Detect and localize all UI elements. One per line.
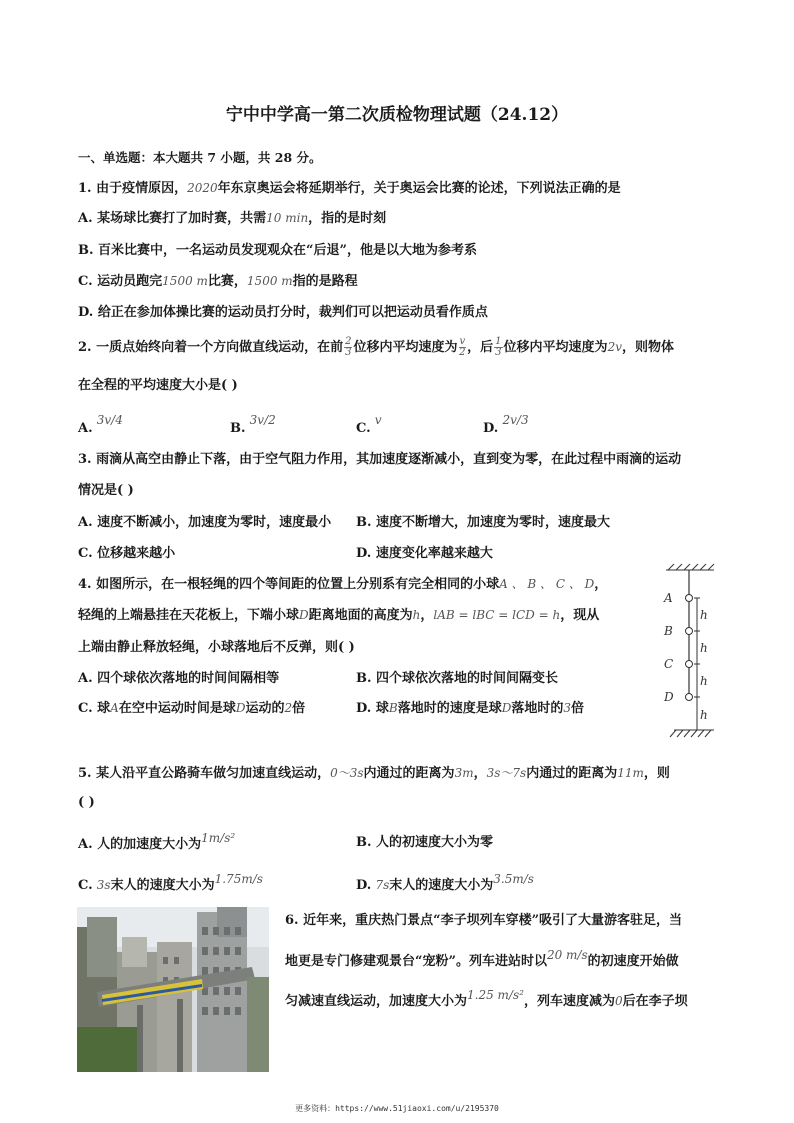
- dim-h-4: h: [700, 708, 708, 722]
- q3-stem: 3. 雨滴从高空由静止下落，由于空气阻力作用，其加速度逐渐减小，直到变为零，在此过程中雨滴的运动: [78, 452, 682, 467]
- q2-option-d: D. 2v/3: [483, 413, 529, 436]
- q3-option-d: D. 速度变化率越来越大: [356, 546, 493, 561]
- q4-option-b: B. 四个球依次落地的时间间隔变长: [356, 671, 559, 686]
- q1-option-d: D. 给正在参加体操比赛的运动员打分时，裁判们可以把运动员看作质点: [78, 305, 488, 320]
- dim-h-3: h: [700, 674, 708, 688]
- q3-option-a: A. 速度不断减小，加速度为零时，速度最小: [78, 515, 332, 530]
- q4-figure: [652, 562, 716, 740]
- q5-stem: 5. 某人沿平直公路骑车做匀加速直线运动，0～3s内通过的距离为3m，3s～7s内通过的距离为11m，则: [78, 766, 670, 781]
- ball-a: [686, 595, 693, 602]
- q2-option-c: C. v: [356, 413, 382, 436]
- dim-h-2: h: [700, 641, 708, 655]
- section-heading: 一、单选题：本大题共 7 小题，共 28 分。: [78, 150, 322, 165]
- q6-stem-line3: 匀减速直线运动，加速度大小为1.25 m/s²，列车速度减为0后在李子坝: [285, 988, 688, 1009]
- q2-option-a: A. 3v/4: [78, 413, 123, 436]
- q4-stem-line3: 上端由静止释放轻绳，小球落地后不反弹，则( ): [78, 640, 355, 655]
- label-b: B: [664, 624, 673, 638]
- footer-link[interactable]: 更多资料：https://www.51jiaoxi.com/u/2195370: [295, 1104, 499, 1113]
- q5-option-b: B. 人的初速度大小为零: [356, 835, 494, 850]
- fraction: $\frac{2}{3}$: [345, 336, 352, 358]
- dim-h-1: h: [700, 608, 708, 622]
- q4-option-d: D. 球B落地时的速度是球D落地时的3倍: [356, 701, 585, 716]
- ground-hatch: [670, 730, 714, 737]
- q4-option-a: A. 四个球依次落地的时间间隔相等: [78, 671, 280, 686]
- page-title: 宁中中学高一第二次质检物理试题（24.12）: [225, 105, 569, 125]
- ball-b: [686, 628, 693, 635]
- ceiling-hatch: [666, 564, 714, 570]
- q1-option-c: C. 运动员跑完1500 m比赛，1500 m指的是路程: [78, 274, 358, 289]
- ball-d: [686, 694, 693, 701]
- q3-option-c: C. 位移越来越小: [78, 546, 176, 561]
- q6-photo: [77, 907, 269, 1072]
- q4-stem-line2: 轻绳的上端悬挂在天花板上，下端小球D距离地面的高度为h，lAB = lBC = lCD = h，现从: [78, 608, 600, 623]
- q2-stem-line2: 在全程的平均速度大小是( ): [78, 378, 238, 393]
- q2-option-b: B. 3v/2: [230, 413, 276, 436]
- q3-stem-line2: 情况是( ): [78, 483, 134, 498]
- train-building-illustration: [77, 907, 269, 1072]
- q1-stem: 1. 由于疫情原因，2020年东京奥运会将延期举行，关于奥运会比赛的论述，下列说法正确的是: [78, 181, 621, 196]
- fraction: $\frac{1}{3}$: [495, 336, 502, 358]
- q3-option-b: B. 速度不断增大，加速度为零时，速度最大: [356, 515, 611, 530]
- fraction: $\frac{v}{2}$: [459, 336, 466, 358]
- q4-stem: 4. 如图所示，在一根轻绳的四个等间距的位置上分别系有完全相同的小球A 、 B 、 C 、 D，: [78, 577, 608, 592]
- label-d: D: [664, 690, 674, 704]
- q5-option-c: C. 3s末人的速度大小为1.75m/s: [78, 872, 263, 893]
- q5-option-d: D. 7s末人的速度大小为3.5m/s: [356, 872, 534, 893]
- q5-option-a: A. 人的加速度大小为1m/s²: [78, 831, 236, 852]
- q2-stem: 2. 一质点始终向着一个方向做直线运动，在前 $\frac{2}{3}$ 位移内平均速度为 $\frac{v}{2}$ ，后 $\frac{1}{3}$ 位移内平均速度为2v，则物体: [78, 336, 674, 358]
- ball-c: [686, 661, 693, 668]
- label-c: C: [664, 657, 674, 671]
- q4-option-c: C. 球A在空中运动时间是球D运动的2倍: [78, 701, 306, 716]
- q5-stem-line2: ( ): [78, 795, 95, 810]
- q1-option-b: B. 百米比赛中，一名运动员发现观众在“后退”，他是以大地为参考系: [78, 243, 477, 258]
- q1-option-a: A. 某场球比赛打了加时赛，共需10 min，指的是时刻: [78, 211, 387, 226]
- q6-stem-line2: 地更是专门修建观景台“宠粉”。列车进站时以20 m/s的初速度开始做: [285, 948, 679, 969]
- q6-stem: 6. 近年来，重庆热门景点“李子坝列车穿楼”吸引了大量游客驻足，当: [285, 913, 683, 928]
- label-a: A: [664, 591, 673, 605]
